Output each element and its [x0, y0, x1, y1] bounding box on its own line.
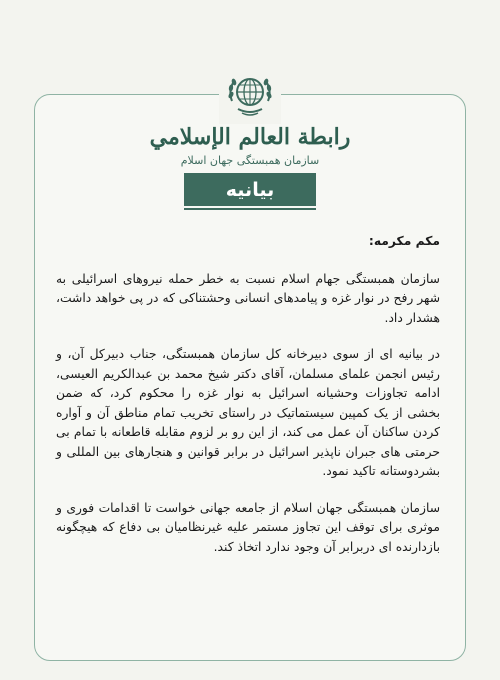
title-underline [184, 208, 316, 210]
statement-body [56, 232, 440, 574]
statement-title: بیانیه [184, 173, 316, 206]
globe-laurel-emblem-icon [219, 62, 281, 124]
organization-name-persian: سازمان همبستگی جهان اسلام [180, 154, 320, 167]
paragraph-3: سازمان همبستگی جهان اسلام از جامعه جهانی خواست تا اقدامات فوری و موثری برای توقف این تجاوز مستمر علیه غیرنظامیان بی دفاع که هیچگونه بازدارنده ای دربرابر آن وجود ندارد اتخاذ کند. [56, 500, 440, 554]
salutation: مکم مکرمه: [368, 234, 440, 248]
organization-name-arabic: رابطة العالم الإسلامي [149, 124, 351, 150]
paragraph-2: در بیانیه ای از سوی دبیرخانه کل سازمان همبستگی، جناب دبیرکل آن، و رئیس انجمن علمای مسلمان، آقای دکتر شیخ محمد بن عبدالکریم العیسی، ادامه تجاوزات وحشیانه اسرائیل به نوار غزه را محکوم کرد، که ضمن بخشی از یک کمپین سیستماتیک در راستای تخریب تمام مناطق آن و آواره کردن ساکنان آن عمل می کند، از این رو بر لزوم مقابله قاطعانه با تمام بی حرمتی های جبران ناپذیر اسرائیل در برابر قوانین و هنجارهای بین المللی و بشردوستانه تاکید نمود. [56, 347, 440, 478]
paragraph-1: سازمان همبستگی جهام اسلام نسبت به خطر حمله نیروهای اسرائیلی به شهر رفح در نوار غزه و پیامدهای انسانی وحشتناکی که در پی خواهد داشت، هشدار داد. [56, 271, 440, 325]
